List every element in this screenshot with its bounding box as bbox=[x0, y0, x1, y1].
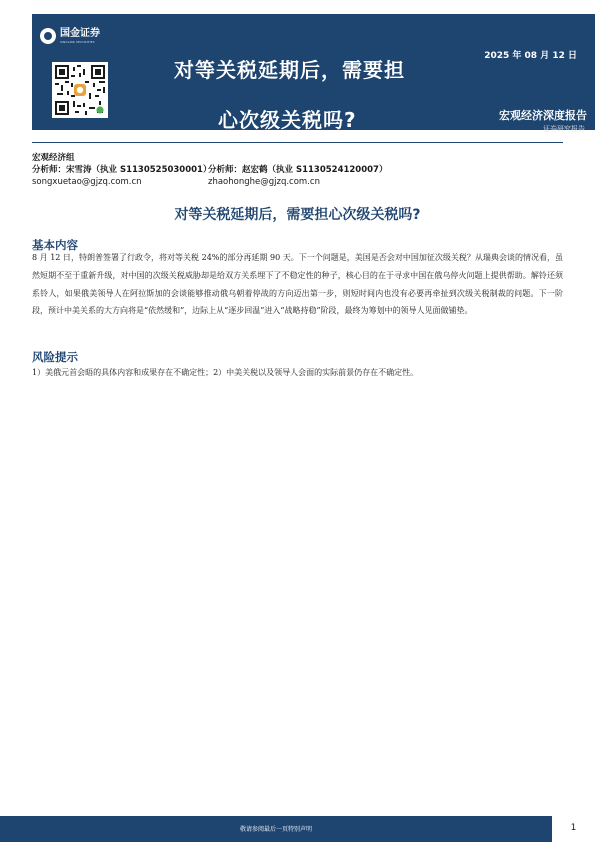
research-group: 宏观经济组 bbox=[32, 153, 75, 163]
analyst-1: 分析师：宋雪涛（执业 S1130525030001） bbox=[32, 165, 212, 175]
qr-code-icon bbox=[52, 62, 108, 118]
header-brand-panel bbox=[32, 14, 140, 130]
report-title-line-2: 心次级关税吗? bbox=[218, 108, 357, 132]
analyst-2: 分析师：赵宏鹤（执业 S1130524120007） bbox=[208, 165, 388, 175]
section-heading-summary: 基本内容 bbox=[32, 238, 78, 252]
header-divider bbox=[32, 142, 563, 143]
section-body-risks: 1）美俄元首会晤的具体内容和成果存在不确定性；2）中美关税以及领导人会面的实际前景仍存在不确定性。 bbox=[32, 368, 419, 377]
document-title: 对等关税延期后，需要担心次级关税吗? bbox=[174, 207, 421, 223]
analyst-1-email[interactable]: songxuetao@gjzq.com.cn bbox=[32, 177, 142, 187]
footer-bar bbox=[0, 816, 552, 842]
header-banner bbox=[32, 14, 595, 133]
section-heading-risks: 风险提示 bbox=[32, 350, 78, 364]
footer-disclaimer: 敬请参阅最后一页特别声明 bbox=[239, 826, 312, 833]
report-title-line-1: 对等关税延期后，需要担 bbox=[174, 58, 405, 82]
analyst-2-email[interactable]: zhaohonghe@gjzq.com.cn bbox=[208, 177, 320, 187]
page-number: 1 bbox=[570, 823, 577, 833]
report-date: 2025 年 08 月 12 日 bbox=[484, 51, 577, 61]
company-logo-icon bbox=[40, 28, 56, 44]
section-body-summary: 8 月 12 日，特朗普签署了行政令，将对等关税 24%的部分再延期 90 天。下一个问题是，美国是否会对中国加征次级关税？从瑞典会谈的情况看，虽然短期不至于重新升级，对中国的次级关税威胁却是给双方关系埋下了不稳定性的种子，核心目的在于寻求中国在俄乌停火问题上提供帮助。解铃还须系铃人，如果俄美领导人在阿拉斯加的会谈能够推动俄乌朝着停战的方向迈出第一步，则短时间内也没有必要再牵扯到次级关税制裁的问题。下一阶段，预计中美关系的大方向将是“依然缓和”，边际上从“逐步回温”进入“战略持稳”阶段，最终为筹划中的领导人见面做铺垫。 bbox=[32, 253, 563, 316]
report-type: 宏观经济深度报告 bbox=[499, 109, 587, 122]
company-name: 国金证券 bbox=[60, 28, 100, 39]
report-category: 证券研究报告 bbox=[543, 125, 585, 133]
company-name-en: SINOLINK SECURITIES bbox=[60, 40, 95, 44]
company-logo bbox=[40, 28, 100, 44]
